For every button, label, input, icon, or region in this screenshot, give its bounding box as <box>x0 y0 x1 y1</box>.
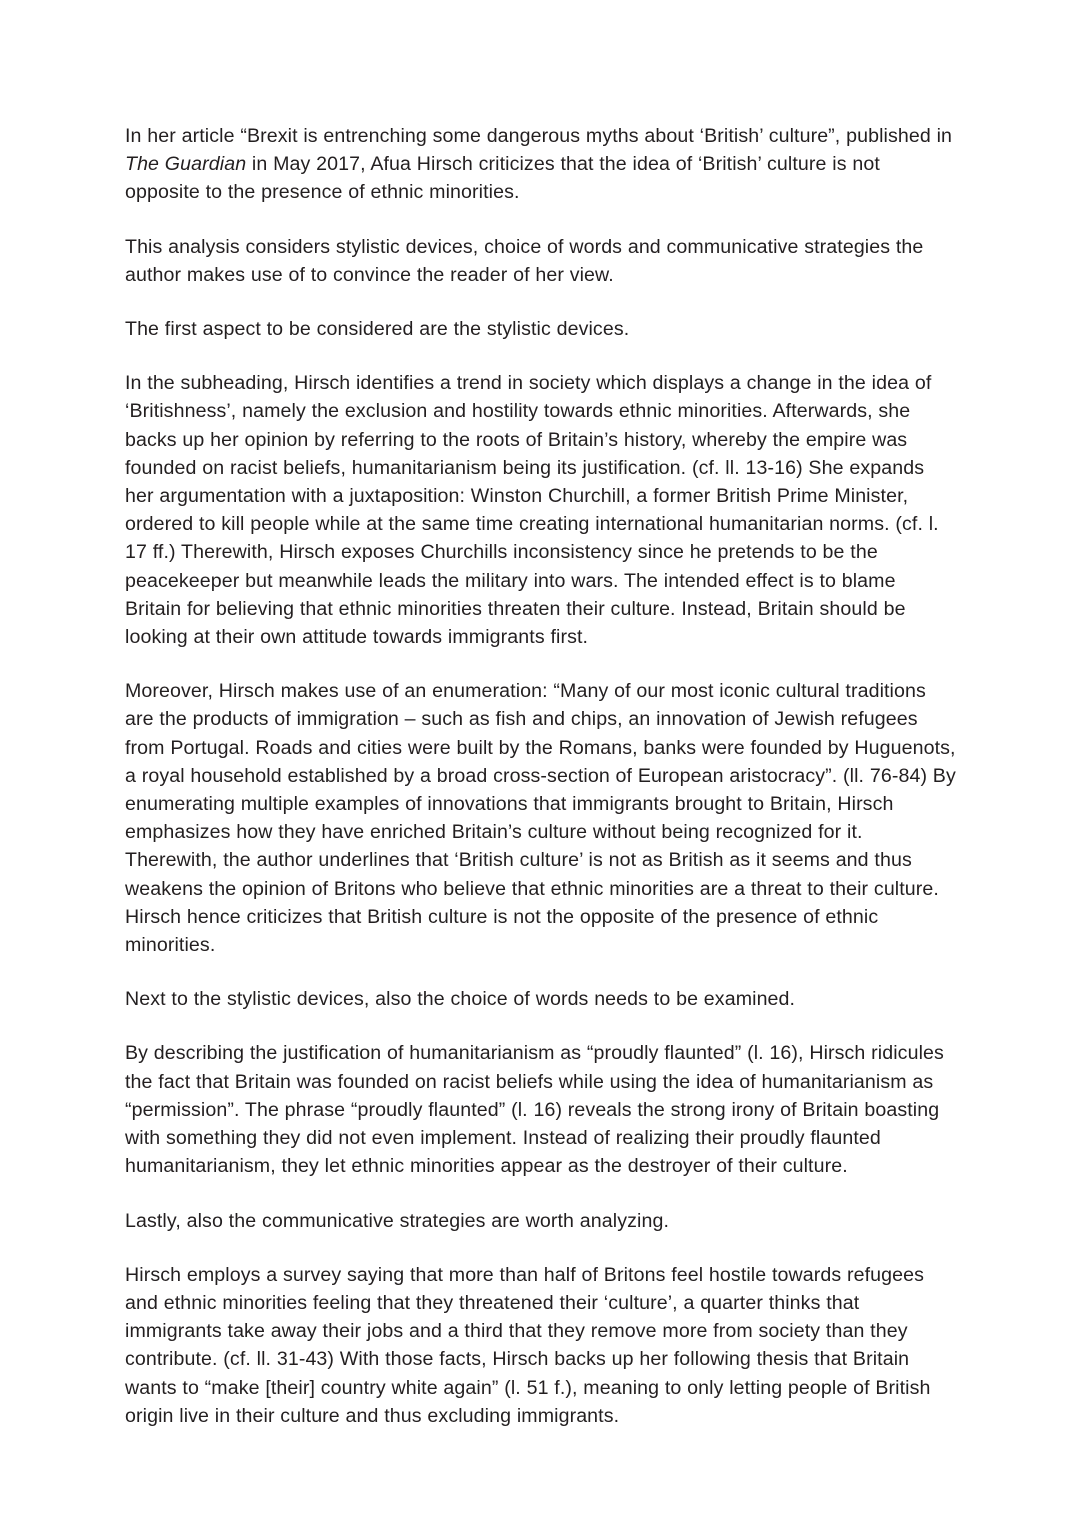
paragraph-survey-analysis: Hirsch employs a survey saying that more than half of Britons feel hostile towards refugees and ethnic minorities feeling that they threatened their ‘culture’, a quarter thinks that immigrants take away their jobs and a third that they remove more from society than they contribute. (cf. ll. 31-43) With those facts, Hirsch backs up her following thesis that Britain wants to “make [their] country white again” (l. 51 f.), meaning to only letting people of British origin live in their culture and thus excluding immigrants. <box>125 1263 931 1427</box>
publication-title-the-guardian: The Guardian <box>125 153 247 176</box>
paragraph-enumeration-analysis: Moreover, Hirsch makes use of an enumeration: “Many of our most iconic cultural traditions are the products of immigration – such as fish and chips, an innovation of Jewish refugees from Portugal. Roads and cities were built by the Romans, banks were founded by Huguenots, a royal household established by a broad cross-section of European aristocracy”. (ll. 76-84) By enumerating multiple examples of innovations that immigrants brought to Britain, Hirsch emphasizes how they have enriched Britain’s culture without being recognized for it. Therewith, the author underlines that ‘British culture’ is not as British as it seems and thus weakens the opinion of Britons who believe that ethnic minorities are a threat to their culture. Hirsch hence criticizes that British culture is not the opposite of the presence of ethnic minorities. <box>125 680 956 957</box>
paragraph-choice-of-words-intro: Next to the stylistic devices, also the choice of words needs to be examined. <box>125 988 796 1011</box>
paragraph-intro <box>125 122 957 207</box>
intro-text-part-2: in May 2017, Afua Hirsch criticizes that the idea of ‘British’ culture is not opposite to the presence of ethnic minorities. <box>125 153 880 204</box>
paragraph-analysis-scope: This analysis considers stylistic devices, choice of words and communicative strategies the author makes use of to convince the reader of her view. <box>125 235 924 286</box>
paragraph-first-aspect: The first aspect to be considered are the stylistic devices. <box>125 318 630 341</box>
paragraph-communicative-strategies-intro: Lastly, also the communicative strategies are worth analyzing. <box>125 1209 669 1232</box>
paragraph-subheading-analysis: In the subheading, Hirsch identifies a trend in society which displays a change in the idea of ‘Britishness’, namely the exclusion and hostility towards ethnic minorities. Afterwards, she backs up her opinion by referring to the roots of Britain’s history, whereby the empire was founded on racist beliefs, humanitarianism being its justification. (cf. ll. 13-16) She expands her argumentation with a juxtaposition: Winston Churchill, a former British Prime Minister, ordered to kill people while at the same time creating international humanitarian norms. (cf. l. 17 ff.) Therewith, Hirsch exposes Churchills inconsistency since he pretends to be the peacekeeper but meanwhile leads the military into wars. The intended effect is to blame Britain for believing that ethnic minorities threaten their culture. Instead, Britain should be looking at their own attitude towards immigrants first. <box>125 372 939 649</box>
document-text-body <box>125 122 957 1430</box>
intro-text-part-1: In her article “Brexit is entrenching some dangerous myths about ‘British’ culture”, published in <box>125 125 953 147</box>
paragraph-proudly-flaunted-analysis: By describing the justification of humanitarianism as “proudly flaunted” (l. 16), Hirsch ridicules the fact that Britain was founded on racist beliefs while using the idea of humanitarianism as “permission”. The phrase “proudly flaunted” (l. 16) reveals the strong irony of Britain boasting with something they did not even implement. Instead of realizing their proudly flaunted humanitarianism, they let ethnic minorities appear as the destroyer of their culture. <box>125 1042 944 1178</box>
